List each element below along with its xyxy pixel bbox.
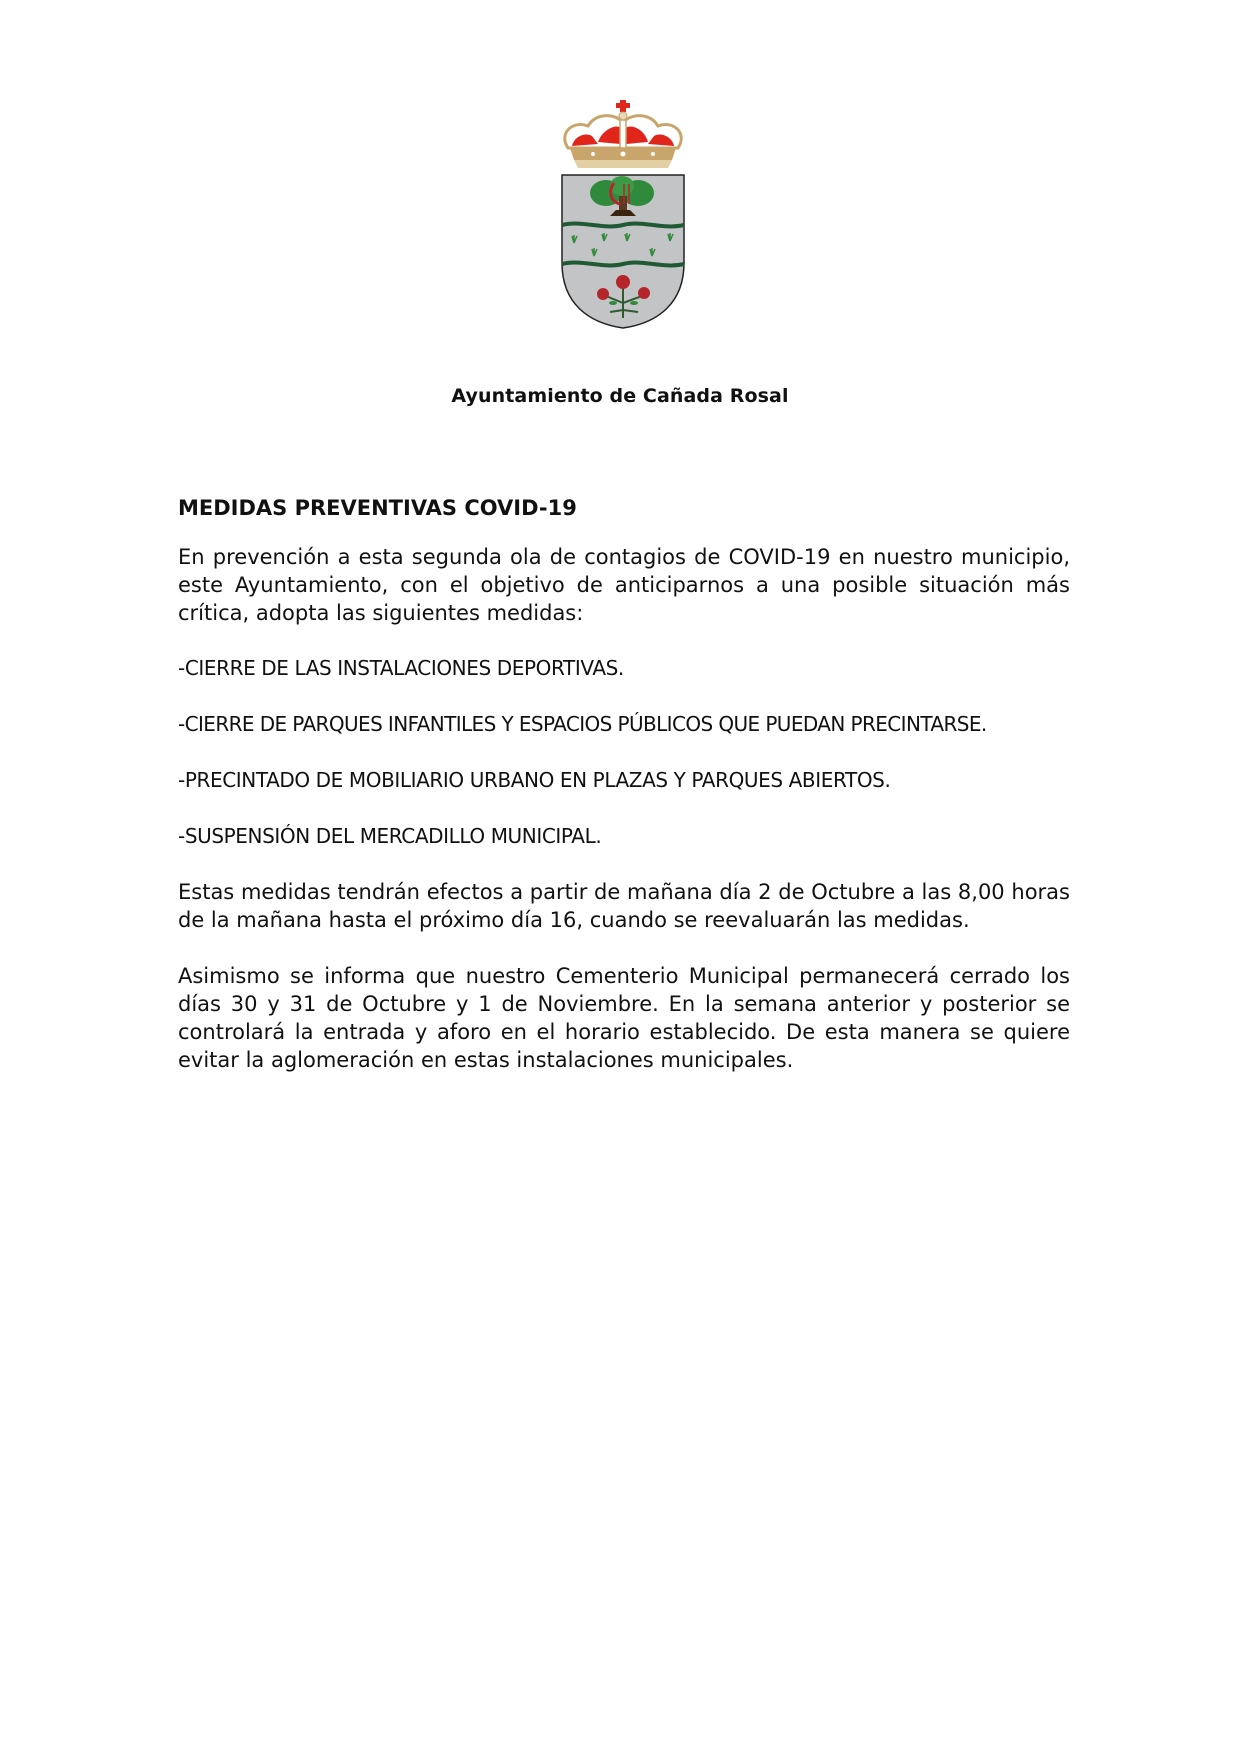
crown-icon — [565, 100, 681, 168]
shield-icon — [562, 175, 684, 328]
organization-name: Ayuntamiento de Cañada Rosal — [451, 385, 789, 407]
document-title: MEDIDAS PREVENTIVAS COVID-19 — [178, 496, 577, 520]
intro-paragraph: En prevención a esta segunda ola de contagios de COVID-19 en nuestro municipio, este Ayuntamiento, con el objetivo de anticiparnos a una posible situación más crítica, adopta las siguientes medidas: — [178, 545, 1070, 625]
document-body — [178, 494, 1070, 1074]
coat-of-arms-icon — [558, 98, 688, 343]
measure-item: -CIERRE DE PARQUES INFANTILES Y ESPACIOS PÚBLICOS QUE PUEDAN PRECINTARSE. — [178, 712, 987, 736]
cemetery-paragraph: Asimismo se informa que nuestro Cementerio Municipal permanecerá cerrado los días 30 y 31 de Octubre y 1 de Noviembre. En la semana anterior y posterior se controlará la entrada y aforo en el horario establecido. De esta manera se quiere evitar la aglomeración en estas instalaciones municipales. — [178, 964, 1070, 1072]
effect-paragraph: Estas medidas tendrán efectos a partir de mañana día 2 de Octubre a las 8,00 horas de la mañana hasta el próximo día 16, cuando se reevaluarán las medidas. — [178, 880, 1070, 932]
measure-item: -CIERRE DE LAS INSTALACIONES DEPORTIVAS. — [178, 656, 624, 680]
measure-item: -SUSPENSIÓN DEL MERCADILLO MUNICIPAL. — [178, 824, 602, 848]
measure-item: -PRECINTADO DE MOBILIARIO URBANO EN PLAZAS Y PARQUES ABIERTOS. — [178, 768, 891, 792]
